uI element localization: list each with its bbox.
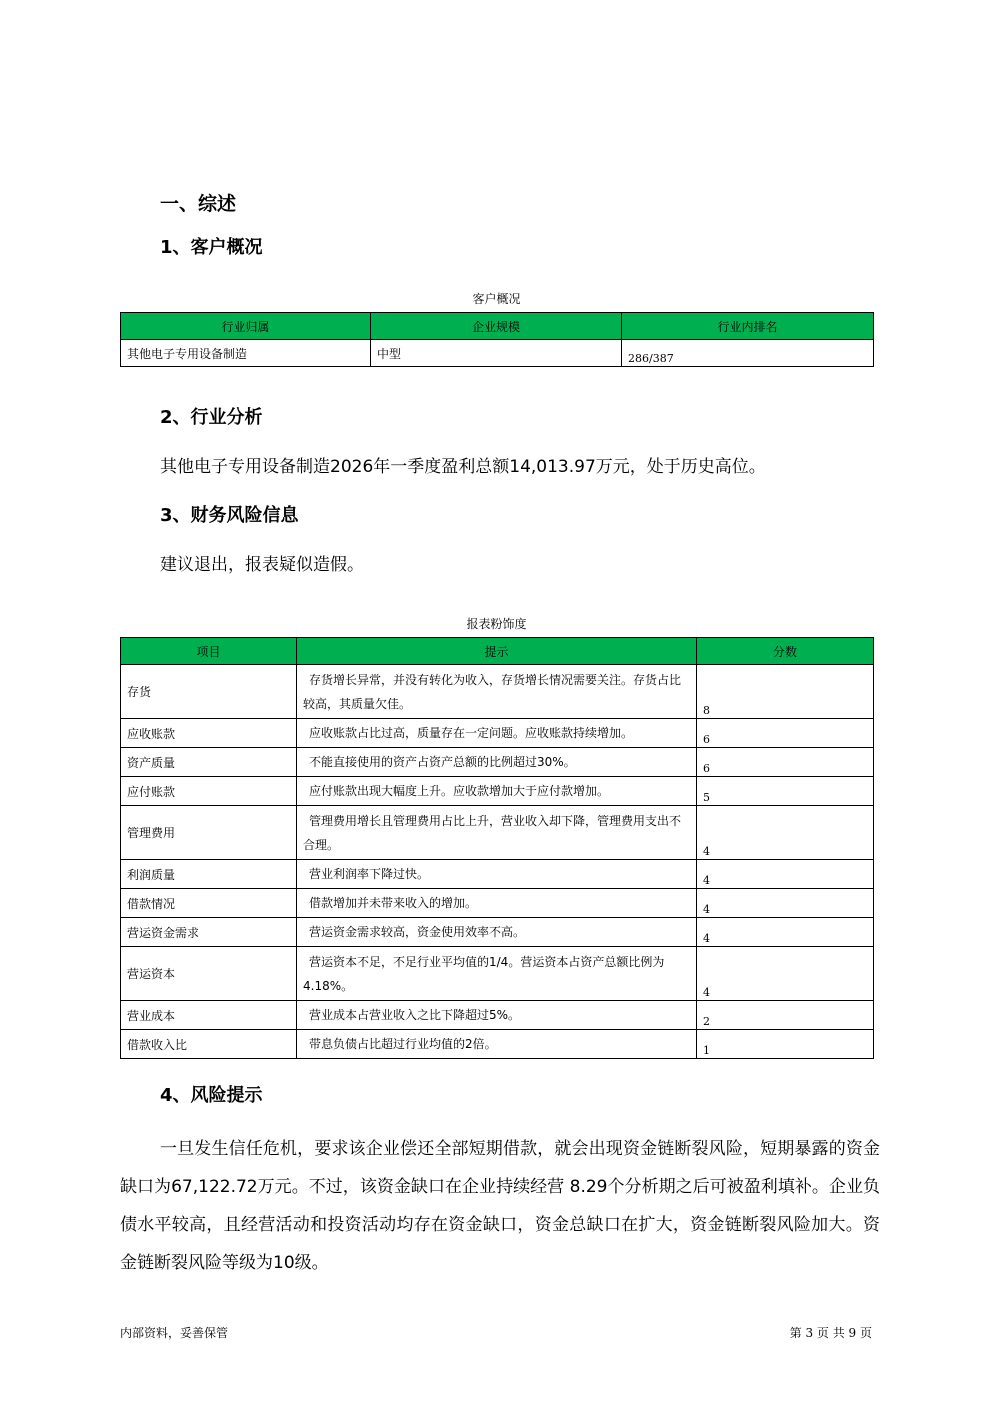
risk-table-row bbox=[121, 748, 874, 777]
risk-table-row bbox=[121, 889, 874, 918]
risk-item-cell: 应付账款 bbox=[121, 777, 297, 806]
risk-hint-cell: 营业利润率下降过快。 bbox=[297, 860, 697, 889]
risk-hint-cell: 存货增长异常，并没有转化为收入，存货增长情况需要关注。存货占比较高，其质量欠佳。 bbox=[297, 665, 697, 719]
risk-table-row bbox=[121, 1030, 874, 1059]
statement-risk-table bbox=[120, 637, 874, 1059]
profile-data-row bbox=[121, 340, 874, 367]
risk-hint-cell: 营运资金需求较高，资金使用效率不高。 bbox=[297, 918, 697, 947]
rank-value: 286/387 bbox=[622, 340, 874, 367]
risk-score-cell: 4 bbox=[697, 947, 874, 1001]
risk-score-cell: 4 bbox=[697, 860, 874, 889]
risk-score-cell: 5 bbox=[697, 777, 874, 806]
risk-item-cell: 利润质量 bbox=[121, 860, 297, 889]
footer-note: 内部资料，妥善保管 bbox=[120, 1326, 229, 1340]
risk-score-cell: 2 bbox=[697, 1001, 874, 1030]
risk-score-cell: 6 bbox=[697, 719, 874, 748]
industry-analysis-text: 其他电子专用设备制造2026年一季度盈利总额14,013.97万元，处于历史高位。 bbox=[160, 457, 766, 477]
risk-hint-cell: 应收账款占比过高，质量存在一定问题。应收账款持续增加。 bbox=[297, 719, 697, 748]
risk-item-cell: 营业成本 bbox=[121, 1001, 297, 1030]
risk-hint-cell: 借款增加并未带来收入的增加。 bbox=[297, 889, 697, 918]
risk-table-row bbox=[121, 719, 874, 748]
risk-score-cell: 6 bbox=[697, 748, 874, 777]
industry-value: 其他电子专用设备制造 bbox=[121, 340, 371, 367]
risk-item-cell: 资产质量 bbox=[121, 748, 297, 777]
risk-item-cell: 借款收入比 bbox=[121, 1030, 297, 1059]
risk-warning-text: 一旦发生信任危机，要求该企业偿还全部短期借款，就会出现资金链断裂风险，短期暴露的资金缺口为67,122.72万元。不过，该资金缺口在企业持续经营 8.29个分析期之后可被盈利填补。企业负债水平较高，且经营活动和投资活动均存在资金缺口，资金总缺口在扩大，资金链断裂风险加大。资金链断裂风险等级为10级。 bbox=[120, 1139, 880, 1273]
risk-item-cell: 营运资金需求 bbox=[121, 918, 297, 947]
customer-profile-table bbox=[120, 312, 874, 367]
risk-score-cell: 4 bbox=[697, 806, 874, 860]
risk-score-cell: 1 bbox=[697, 1030, 874, 1059]
risk-table-row bbox=[121, 806, 874, 860]
risk-table-caption: 报表粉饰度 bbox=[466, 617, 527, 631]
financial-risk-text: 建议退出，报表疑似造假。 bbox=[160, 555, 364, 575]
risk-hint-cell: 管理费用增长且管理费用占比上升，营业收入却下降，管理费用支出不合理。 bbox=[297, 806, 697, 860]
risk-item-cell: 管理费用 bbox=[121, 806, 297, 860]
scale-value: 中型 bbox=[371, 340, 622, 367]
risk-score-cell: 4 bbox=[697, 889, 874, 918]
profile-table-caption: 客户概况 bbox=[472, 292, 521, 306]
profile-header-row bbox=[121, 313, 874, 340]
header-item: 项目 bbox=[121, 638, 297, 665]
industry-analysis-heading: 2、行业分析 bbox=[160, 407, 263, 428]
risk-hint-cell: 营运资本不足，不足行业平均值的1/4。营运资本占资产总额比例为4.18%。 bbox=[297, 947, 697, 1001]
risk-hint-cell: 应付账款出现大幅度上升。应收款增加大于应付款增加。 bbox=[297, 777, 697, 806]
customer-overview-heading: 1、客户概况 bbox=[160, 237, 263, 258]
risk-hint-cell: 营业成本占营业收入之比下降超过5%。 bbox=[297, 1001, 697, 1030]
header-scale: 企业规模 bbox=[371, 313, 622, 340]
risk-table-row bbox=[121, 860, 874, 889]
risk-item-cell: 存货 bbox=[121, 665, 297, 719]
header-rank: 行业内排名 bbox=[622, 313, 874, 340]
header-score: 分数 bbox=[697, 638, 874, 665]
risk-table-row bbox=[121, 665, 874, 719]
risk-score-cell: 8 bbox=[697, 665, 874, 719]
section-title: 一、综述 bbox=[160, 193, 237, 215]
risk-item-cell: 借款情况 bbox=[121, 889, 297, 918]
risk-table-row bbox=[121, 918, 874, 947]
risk-warning-heading: 4、风险提示 bbox=[160, 1085, 263, 1106]
risk-table-row bbox=[121, 947, 874, 1001]
risk-hint-cell: 不能直接使用的资产占资产总额的比例超过30%。 bbox=[297, 748, 697, 777]
risk-table-row bbox=[121, 777, 874, 806]
risk-table-row bbox=[121, 1001, 874, 1030]
header-industry: 行业归属 bbox=[121, 313, 371, 340]
risk-item-cell: 营运资本 bbox=[121, 947, 297, 1001]
risk-score-cell: 4 bbox=[697, 918, 874, 947]
risk-header-row bbox=[121, 638, 874, 665]
page-number: 第 3 页 共 9 页 bbox=[789, 1326, 872, 1340]
financial-risk-heading: 3、财务风险信息 bbox=[160, 505, 299, 526]
risk-item-cell: 应收账款 bbox=[121, 719, 297, 748]
header-hint: 提示 bbox=[297, 638, 697, 665]
risk-hint-cell: 带息负债占比超过行业均值的2倍。 bbox=[297, 1030, 697, 1059]
